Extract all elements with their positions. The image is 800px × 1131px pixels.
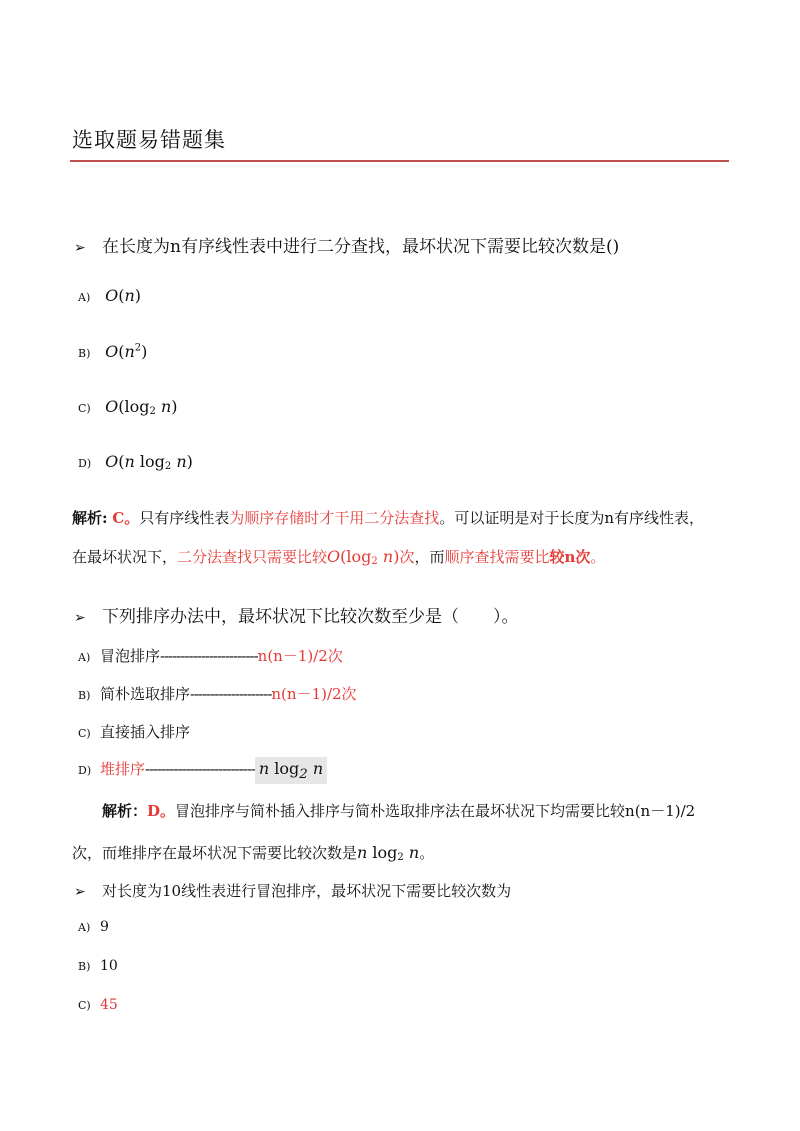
q2-analysis-line-2: 次，而堆排序在最坏状况下需要比较次数是n $\log_2 n$。 [72, 843, 435, 863]
q1-option-a: A) O(n) [78, 286, 142, 305]
q1-option-c-formula: $O(\log_2$ n) [105, 397, 178, 417]
q1-answer: C。 [112, 509, 140, 527]
q2-option-d-formula: n $\log_2 n$ [255, 757, 327, 784]
q1-option-d-formula: O(n $\log_2 n$) [105, 452, 193, 472]
arrow-bullet-icon: ➢ [74, 240, 86, 256]
q3-option-c: C) 45 [78, 997, 118, 1013]
q3-option-b: B) 10 [78, 958, 118, 974]
q1-analysis-line-1: 解析: C。只有序线性表为顺序存储时才干用二分法查找。可以证明是对于长度为n有序线性表， [72, 509, 704, 527]
q2-analysis-line-1: 解析：D。冒泡排序与简朴插入排序与简朴选取排序法在最坏状况下均需要比较n(n－1)/2 [102, 802, 696, 820]
q2-option-c: C) 直接插入排序 [78, 723, 191, 741]
q3-option-a: A) 9 [78, 919, 109, 935]
q1-option-d: D) O(n $\log_2 n$) [78, 452, 193, 472]
question-3 [74, 880, 511, 901]
question-3-text: 对长度为10线性表进行冒泡排序，最坏状况下需要比较次数为 [102, 882, 512, 900]
q2-answer: D。 [147, 802, 176, 820]
q1-analysis-formula: $O(\log_2$ n) [327, 547, 400, 567]
question-1-text: 在长度为n有序线性表中进行二分查找，最坏状况下需要比较次数是() [102, 237, 620, 257]
arrow-bullet-icon: ➢ [74, 884, 86, 900]
q2-option-a: A) 冒泡排序------------------------n(n－1)/2次 [78, 647, 343, 665]
q1-analysis-line-2: 在最坏状况下，二分法查找只需要比较$O(\log_2$ n)次，而顺序查找需要比较n次。 [72, 547, 606, 567]
q1-option-a-formula: O(n) [105, 286, 142, 305]
q2-analysis-formula: n $\log_2 n$ [357, 843, 420, 863]
question-1 [74, 232, 619, 257]
question-2 [74, 602, 519, 627]
title-rule [70, 160, 729, 162]
question-2-text: 下列排序办法中，最坏状况下比较次数至少是（ ）。 [102, 607, 519, 627]
arrow-bullet-icon: ➢ [74, 610, 86, 626]
q2-option-d: D) 堆排序--------------------------- n $\log_2 n$ [78, 757, 327, 784]
q1-option-b: B) $O(n^2)$ [78, 342, 148, 361]
q1-option-b-formula: $O(n^2)$ [105, 342, 148, 361]
q2-option-b: B) 简朴选取排序--------------------n(n－1)/2次 [78, 685, 357, 703]
page-title: 选取题易错题集 [72, 128, 226, 152]
q1-option-c: C) $O(\log_2$ n) [78, 397, 178, 417]
